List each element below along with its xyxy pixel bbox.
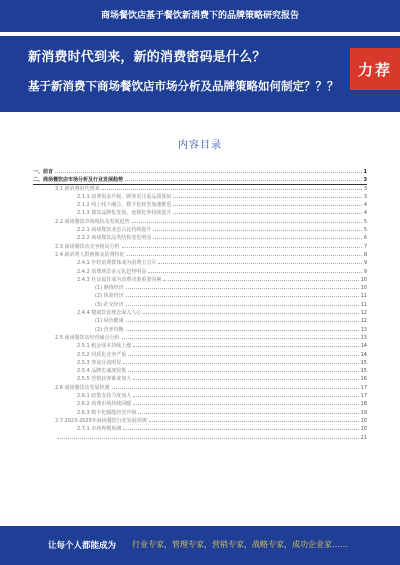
toc-entry-page: 21	[360, 434, 367, 441]
toc-dot-leader	[123, 425, 358, 430]
toc-dot-leader	[148, 268, 361, 273]
toc-entry-page: 4	[363, 202, 367, 209]
toc-entry[interactable]	[33, 434, 367, 442]
toc-entry[interactable]	[33, 409, 367, 417]
toc-entry-text: (2) 营养均衡	[95, 326, 124, 333]
toc-dot-leader	[128, 351, 358, 356]
hero-headline: 新消费时代到来，新的消费密码是什么？	[28, 50, 266, 65]
toc-dot-leader	[133, 392, 358, 397]
toc-entry-page: 16	[360, 376, 367, 383]
hero-subheadline: 基于新消费下商场餐饮店市场分析及品牌策略如何制定？？？	[28, 79, 339, 93]
toc-entry-text: 2.6.2 消费市场持续回暖	[77, 401, 132, 408]
toc-dot-leader	[173, 201, 361, 206]
toc-entry-page: 13	[360, 326, 367, 333]
toc-entry-page: 14	[360, 343, 367, 350]
toc-dot-leader	[133, 342, 358, 347]
toc-entry-page: 19	[360, 409, 367, 416]
toc-entry-text: (3) 社交经济	[95, 301, 124, 308]
toc-entry-text: 2.4.3 社交属性成为消费决策重要因素	[77, 276, 162, 283]
toc-entry-text: (1) 颜值经济	[95, 285, 124, 292]
toc-entry-page: 7	[363, 243, 367, 250]
toc-dot-leader	[126, 326, 359, 331]
toc-dot-leader	[126, 292, 359, 297]
toc-dot-leader	[122, 243, 362, 248]
toc-entry[interactable]	[33, 400, 367, 408]
hero-banner	[0, 36, 400, 112]
toc-entry-page: 11	[360, 301, 367, 308]
toc-entry-text: 2.5.1 租金成本持续上涨	[77, 343, 132, 350]
toc-entry[interactable]	[33, 326, 367, 334]
toc-entry-text: 2.4.4 健康饮食理念深入人心	[77, 310, 142, 317]
toc-entry-text: 2.5.4 品牌忠诚度较低	[77, 368, 127, 375]
toc-entry-page: 4	[363, 210, 367, 217]
toc-entry-page: 3	[363, 177, 367, 184]
toc-dot-leader	[102, 185, 362, 190]
toc-entry-page: 13	[360, 334, 367, 341]
toc-entry-page: 5	[363, 227, 367, 234]
toc-entry-page: 15	[360, 368, 367, 375]
toc-entry[interactable]	[33, 168, 367, 176]
toc-entry-page: 5	[363, 218, 367, 225]
toc-entry-page: 11	[360, 293, 367, 300]
toc-dot-leader	[138, 409, 358, 414]
toc-entry[interactable]	[33, 392, 367, 400]
toc-entry[interactable]	[33, 309, 367, 317]
toc-entry-text: 2.5.2 同质化竞争严重	[77, 351, 127, 358]
toc-entry[interactable]	[33, 276, 367, 284]
toc-dot-leader	[173, 193, 361, 198]
toc-entry[interactable]	[33, 226, 367, 234]
toc-dot-leader	[126, 317, 359, 322]
toc-entry[interactable]	[33, 425, 367, 433]
toc-entry-page: 6	[363, 235, 367, 242]
toc-entry-text: 2.7 2023-2025年商场餐饮行业发展预测	[55, 417, 147, 424]
toc-entry-page: 3	[363, 185, 367, 192]
toc-dot-leader	[125, 176, 362, 181]
toc-entry[interactable]	[33, 201, 367, 209]
toc-dot-leader	[149, 417, 359, 422]
toc-dot-leader	[133, 400, 358, 405]
toc-entry-text: 2.4.1 年轻消费群体成为消费主力军	[77, 260, 157, 267]
document-header-bar	[0, 0, 400, 32]
toc-entry-text: 2.2.2 商场餐饮品类结构变化明显	[77, 235, 152, 242]
toc-dot-leader	[133, 375, 358, 380]
toc-entry-page: 18	[360, 401, 367, 408]
toc-entry[interactable]	[33, 342, 367, 350]
recommend-badge: 力荐	[350, 48, 400, 90]
toc-entry[interactable]	[33, 268, 367, 276]
toc-dot-leader	[153, 226, 361, 231]
toc-dot-leader	[126, 301, 359, 306]
toc-page	[25, 118, 375, 523]
toc-entry-text: 2.6.3 数字化赋能经营升级	[77, 409, 137, 416]
toc-dot-leader	[55, 168, 362, 173]
toc-dot-leader	[122, 334, 359, 339]
toc-dot-leader	[143, 309, 358, 314]
toc-entry-text: 2.1.3 餐饮品牌化发展，连锁化率持续提升	[77, 210, 172, 217]
toc-entry-page: 10	[360, 285, 367, 292]
toc-entry[interactable]	[33, 367, 367, 375]
toc-entry-text: 2.5.3 客流分流明显	[77, 359, 122, 366]
footer-bar	[0, 526, 400, 565]
toc-entry-text: 2.1.2 线上线下融合，数字化转型加速推进	[77, 202, 172, 209]
toc-dot-leader	[127, 251, 362, 256]
toc-entry-text: 2.2 商场餐饮市场现状及发展趋势	[55, 218, 130, 225]
toc-entry[interactable]	[33, 375, 367, 383]
toc-entry[interactable]	[33, 234, 367, 242]
toc-entry-page: 1	[363, 169, 367, 175]
toc-entry-page: 15	[360, 359, 367, 366]
toc-entry[interactable]	[33, 218, 367, 226]
toc-entry-page: 17	[360, 393, 367, 400]
toc-entry-page: 9	[363, 268, 367, 275]
toc-entry-page: 9	[363, 260, 367, 267]
toc-dot-leader	[128, 367, 358, 372]
toc-entry[interactable]	[33, 317, 367, 325]
toc-entry[interactable]	[33, 209, 367, 217]
toc-entry[interactable]	[33, 284, 367, 292]
toc-dot-leader	[126, 284, 359, 289]
toc-entry[interactable]	[33, 243, 367, 251]
toc-entry-text: 2.7.1 市场规模预测	[77, 426, 122, 433]
document-header-title: 商场餐饮店基于餐饮新消费下的品牌策略研究报告	[100, 11, 299, 21]
toc-entry-page: 14	[360, 351, 367, 358]
toc-entry-text: 2.5.5 营销获客难度加大	[77, 376, 132, 383]
toc-entry[interactable]	[33, 185, 367, 193]
toc-list	[33, 168, 367, 442]
toc-dot-leader	[158, 259, 361, 264]
toc-entry-text: (2) 体验经济	[95, 293, 124, 300]
toc-entry-page: 20	[360, 417, 367, 424]
toc-dot-leader	[57, 434, 359, 439]
toc-entry[interactable]	[33, 301, 367, 309]
toc-dot-leader	[153, 234, 361, 239]
toc-entry-page: 17	[360, 384, 367, 391]
toc-entry-page: 10	[360, 276, 367, 283]
toc-entry-text: 2.4.2 消费场景多元化趋势明显	[77, 268, 147, 275]
footer-slogan: 让每个人都能成为	[48, 541, 117, 551]
toc-entry[interactable]	[33, 359, 367, 367]
toc-entry-text: 二、商场餐饮店市场分析及行业发展趋势	[33, 177, 124, 184]
toc-entry-text: 2.6.1 政策支持力度加大	[77, 393, 132, 400]
toc-entry-text: 2.5 商场餐饮店经营痛点分析	[55, 334, 120, 341]
toc-entry-page: 20	[360, 426, 367, 433]
toc-entry-text: 2.3 商场餐饮店竞争格局分析	[55, 243, 120, 250]
toc-dot-leader	[112, 384, 359, 389]
toc-entry[interactable]	[33, 334, 367, 342]
toc-dot-leader	[132, 218, 362, 223]
toc-entry[interactable]	[33, 251, 367, 259]
toc-entry[interactable]	[33, 351, 367, 359]
toc-title: 内容目录	[178, 140, 222, 151]
toc-entry[interactable]	[33, 417, 367, 425]
toc-entry[interactable]	[33, 193, 367, 201]
toc-entry[interactable]	[33, 384, 367, 392]
toc-entry-text: (1) 绿色健康	[95, 318, 124, 325]
toc-entry-text: 一、前言	[33, 169, 54, 175]
toc-entry-text: 2.4 新消费人群画像及消费特征	[55, 251, 125, 258]
toc-entry-page: 12	[360, 318, 367, 325]
toc-entry-text: 2.1.1 消费需求升级，顾客更注重品质体验	[77, 193, 172, 200]
toc-entry-page: 3	[363, 193, 367, 200]
toc-entry-text: 2.1 新消费时代到来	[55, 185, 100, 192]
toc-entry[interactable]	[33, 176, 367, 184]
toc-entry-page: 12	[360, 310, 367, 317]
toc-entry-text: 2.2.1 商场餐饮业态占比持续提升	[77, 227, 152, 234]
footer-roles: 行业专家，管理专家，营销专家，战略专家，成功企业家……	[132, 540, 348, 549]
toc-dot-leader	[123, 359, 358, 364]
toc-entry[interactable]	[33, 259, 367, 267]
toc-entry[interactable]	[33, 292, 367, 300]
toc-dot-leader	[163, 276, 358, 281]
toc-entry-text: 2.6 商场餐饮店发展机遇	[55, 384, 110, 391]
toc-dot-leader	[173, 209, 361, 214]
toc-entry-page: 8	[363, 251, 367, 258]
